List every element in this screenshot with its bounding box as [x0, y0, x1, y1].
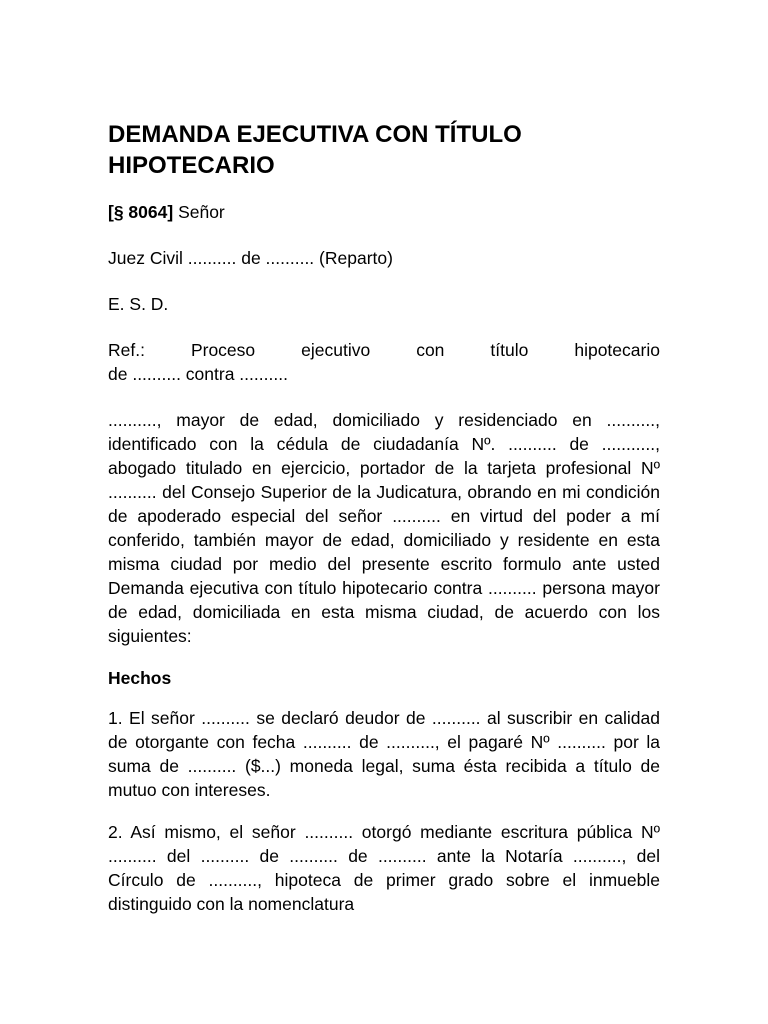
- reference-line-1: [108, 338, 660, 362]
- intro-paragraph: .........., mayor de edad, domiciliado y residenciado en .........., identificado con la cédula de ciudadanía Nº. .......... de ..........., abogado titulado en ejercicio, portador de la tarjeta profesional Nº .......... del Consejo Superior de la Judicatura, obrando en mi condición de apoderado especial del señor .......... en virtud del poder a mí conferido, también mayor de edad, domiciliado y residente en esta misma ciudad por medio del presente escrito formulo ante usted Demanda ejecutiva con título hipotecario contra .......... persona mayor de edad, domiciliada en esta misma ciudad, de acuerdo con los siguientes:: [108, 410, 660, 646]
- salutation-line: [108, 200, 660, 224]
- salutation: Señor: [178, 202, 225, 222]
- facts-heading: Hechos: [108, 668, 172, 688]
- fact-1: 1. El señor .......... se declaró deudor de .......... al suscribir en calidad de otorgante con fecha .......... de .........., el pagaré Nº .......... por la suma de .......... ($...) moneda legal, suma ésta recibida a título de mutuo con intereses.: [108, 708, 660, 800]
- fact-2: 2. Así mismo, el señor .......... otorgó mediante escritura pública Nº .......... del .......... de .......... de .......... ante la Notaría .........., del Círculo de .........., hipoteca de primer grado sobre el inmueble distinguido con la nomenclatura: [108, 822, 660, 914]
- addressee: Juez Civil .......... de .......... (Reparto): [108, 248, 393, 268]
- reference-block: [108, 338, 660, 386]
- title-line-2: HIPOTECARIO: [108, 152, 275, 179]
- ref-word: Proceso: [190, 340, 256, 360]
- reference-line-2: de .......... contra ..........: [108, 364, 288, 384]
- document-title: [108, 119, 660, 181]
- section-code: [§ 8064]: [108, 202, 174, 222]
- ref-word: hipotecario: [574, 340, 660, 360]
- ref-word: con: [416, 340, 445, 360]
- ref-word: Ref.:: [108, 340, 145, 360]
- document-page: [108, 119, 660, 916]
- ref-word: título: [490, 340, 529, 360]
- esd-line: E. S. D.: [108, 294, 169, 314]
- title-line-1: DEMANDA EJECUTIVA CON TÍTULO: [108, 121, 522, 148]
- ref-word: ejecutivo: [301, 340, 371, 360]
